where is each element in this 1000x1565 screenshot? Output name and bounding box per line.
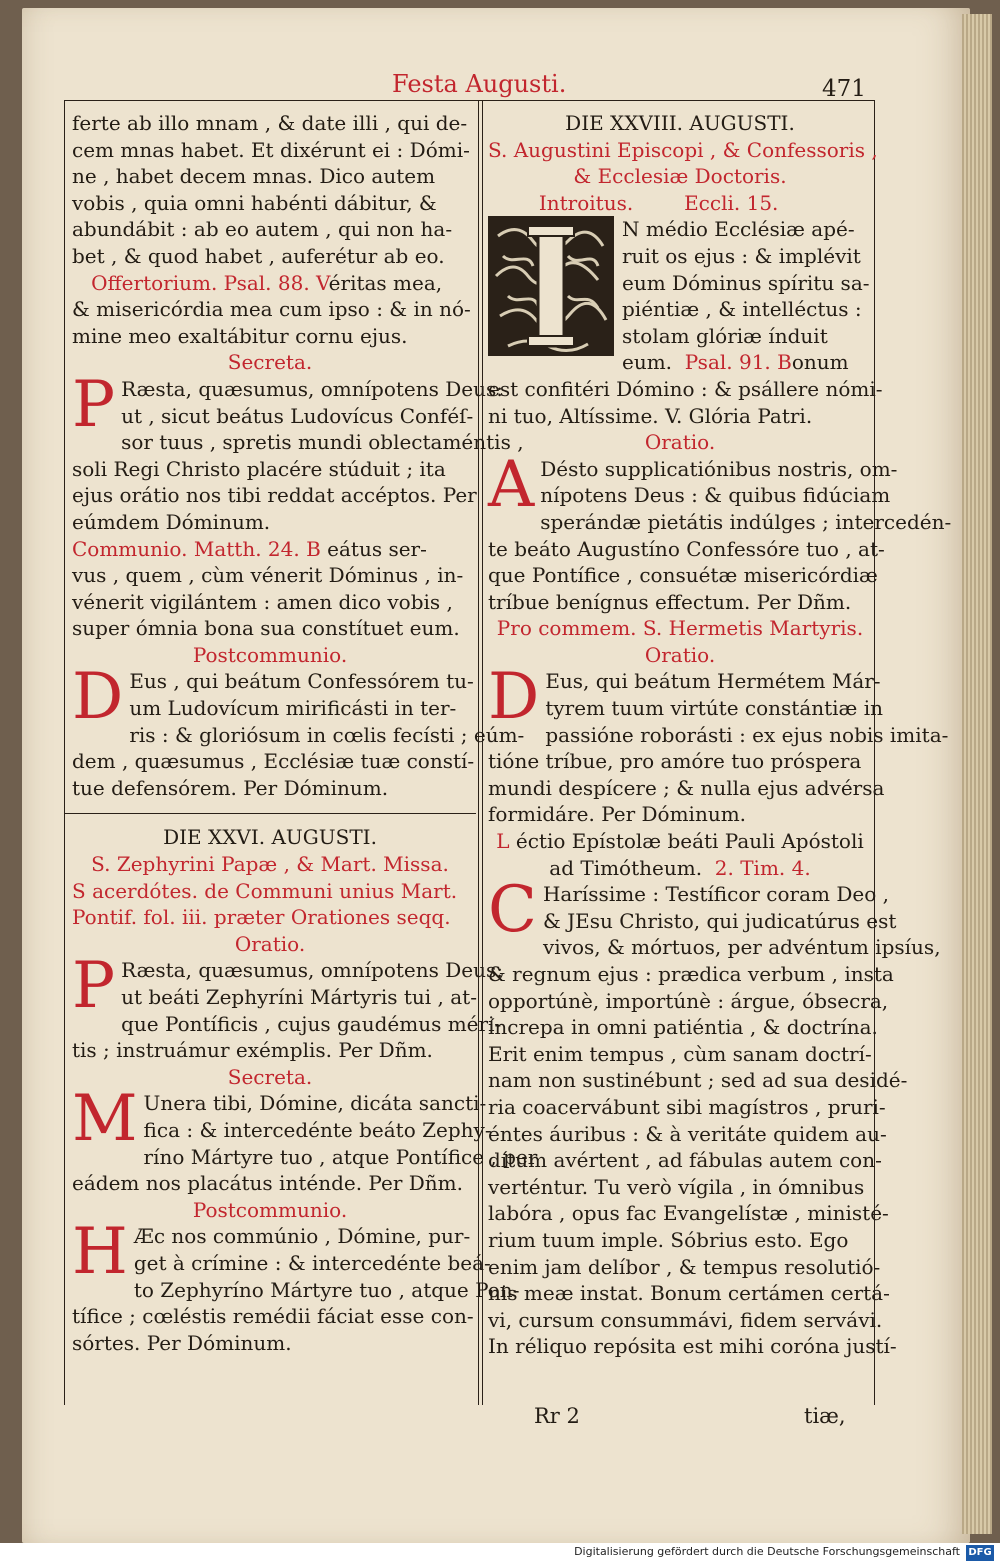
text-line: dítum avértent , ad fábulas autem con-	[488, 1148, 882, 1173]
secreta2-paragraph	[72, 1082, 538, 1196]
offertory-text: éritas mea,	[328, 270, 443, 295]
section-heading: Oratio.	[234, 931, 306, 956]
text-line: formidáre. Per Dóminum.	[488, 802, 747, 827]
text-line: que Pontíficis , cujus gaudémus méri-	[121, 1011, 502, 1036]
communio-line	[72, 536, 468, 563]
saint-title: S. Zephyrini Papæ , & Mart. Missa.	[91, 852, 449, 877]
text-line: piéntiæ , & intelléctus :	[622, 297, 862, 322]
foliage-ornament-icon	[488, 216, 614, 356]
introit-paragraph	[488, 216, 872, 376]
offertory-line	[72, 270, 468, 297]
rubric-line	[72, 878, 468, 905]
lectio-text-2: ad Timótheum.	[549, 855, 703, 880]
text-line: nam non sustinébunt ; sed ad sua desidé-	[488, 1068, 908, 1093]
text-line: ferte ab illo mnam , & date illi , qui de-	[72, 111, 468, 135]
text-line: ejus orátio nos tibi reddat accéptos. Per	[72, 483, 477, 508]
drop-cap: P	[72, 949, 116, 1024]
left-column-rule	[64, 100, 65, 1405]
lectio-initial: L	[496, 829, 510, 854]
text-line: tríbue benígnus effectum. Per Dñm.	[488, 589, 852, 614]
drop-cap: D	[488, 660, 540, 735]
text-line: sperándæ pietátis indúlges ; intercedén-	[540, 509, 952, 534]
psalm-text: onum	[791, 350, 849, 375]
text-line: Eus, qui beátum Hermétem Már-	[545, 669, 881, 694]
drop-cap: A	[488, 447, 535, 522]
text-line: ria coacervábunt sibi magístros , pruri-	[488, 1094, 886, 1119]
communio-text: eátus ser-	[327, 536, 427, 561]
digitization-footer	[0, 1543, 1000, 1565]
section-heading: Secreta.	[227, 350, 313, 375]
text-line: Haríssime : Testíficor coram Deo ,	[542, 882, 889, 907]
oratio-paragraph	[72, 949, 504, 1063]
text-line: eádem nos placátus inténde. Per Dñm.	[72, 1171, 463, 1196]
lectio-heading	[488, 828, 872, 855]
text-line: tífice ; cœléstis remédii fáciat esse con-	[72, 1304, 474, 1329]
page-number: 471	[822, 76, 866, 102]
text-line: Ræsta, quæsumus, omnípotens Deus:	[121, 958, 504, 983]
communio-label: Communio. Matth. 24. B	[72, 536, 321, 561]
text-line: to Zephyríno Mártyre tuo , atque Pon-	[133, 1277, 520, 1302]
signature-mark: Rr 2	[534, 1404, 580, 1428]
ornamental-initial-i-icon	[488, 216, 614, 356]
lectio-ref: 2. Tim. 4.	[714, 855, 811, 880]
text-line: passióne roborásti : ex ejus nobis imita-	[545, 722, 949, 747]
text-line: íncrepa in omni patiéntia , & doctrína.	[488, 1015, 878, 1040]
lectio-heading-cont	[488, 855, 872, 882]
rubric-line: Pontif. fol. iii. præter Orationes seqq.	[72, 905, 451, 930]
drop-cap: H	[72, 1215, 128, 1290]
commemoration-heading: Pro commem. S. Hermetis Martyris.	[496, 616, 864, 641]
text-line: sor tuus , spretis mundi oblectaméntis ,	[121, 430, 524, 455]
rubric-initial: S	[72, 878, 86, 903]
text-line: que Pontífice , consuétæ misericórdiæ	[488, 563, 878, 588]
text-line: mine meo exaltábitur cornu ejus.	[72, 323, 408, 348]
text-line: te beáto Augustíno Confessóre tuo , at-	[488, 536, 885, 561]
text-line: Ræsta, quæsumus, omnípotens Deus:	[121, 376, 504, 401]
text-line: dem , quæsumus , Ecclésiæ tuæ constí-	[72, 749, 475, 774]
psalm-label: Psal. 91. B	[684, 350, 792, 375]
text-line: mundi despícere ; & nulla ejus advérsa	[488, 775, 885, 800]
section-heading: Oratio.	[644, 430, 716, 455]
section-heading: Postcommunio.	[192, 642, 348, 667]
saint-title: S. Augustini Episcopi , & Confessoris ,	[488, 137, 878, 162]
text-line: um Ludovícum mirificásti in ter-	[129, 696, 457, 721]
text-line: eúmdem Dóminum.	[72, 509, 271, 534]
introit-heading	[488, 190, 872, 217]
text-line: tyrem tuum virtúte constántiæ in	[545, 696, 883, 721]
introit-last: eum.	[622, 350, 673, 375]
section-divider	[64, 813, 476, 814]
text-line: nípotens Deus : & quibus fidúciam	[540, 483, 891, 508]
text-line: get à crímine : & intercedénte beá-	[133, 1250, 491, 1275]
gospel-ending	[72, 110, 468, 270]
text-line: vus , quem , cùm vénerit Dóminus , in-	[72, 563, 464, 588]
text-line: ne , habet decem mnas. Dico autem	[72, 164, 436, 189]
text-line: eum Dóminus spíritu sa-	[622, 270, 870, 295]
text-line: vi, cursum consummávi, fidem servávi.	[488, 1307, 883, 1332]
text-line: ris : & gloriósum in cœlis fecísti ; eúm-	[129, 722, 525, 747]
lectio-text: éctio Epístolæ beáti Pauli Apóstoli	[515, 829, 864, 854]
oratio-paragraph	[488, 447, 952, 616]
text-line: sórtes. Per Dóminum.	[72, 1330, 292, 1355]
oratio2-paragraph	[488, 660, 949, 828]
text-line: tue defensórem. Per Dóminum.	[72, 775, 389, 800]
text-line: ut beáti Zephyríni Mártyris tui , at-	[121, 985, 477, 1009]
text-line: bet , & quod habet , auferétur ab eo.	[72, 243, 445, 268]
text-line: & JEsu Christo, qui judicatúrus est	[542, 908, 897, 933]
center-column-rule-2	[482, 100, 483, 1405]
text-line: N médio Ecclésiæ apé-	[622, 217, 855, 242]
text-line: ni tuo, Altíssime. V. Glória Patri.	[488, 403, 813, 428]
day-title: DIE XXVIII. AUGUSTI.	[565, 111, 795, 135]
text-line: vivos, & mórtuos, per advéntum ipsíus,	[542, 935, 941, 960]
postcommunio-paragraph	[72, 660, 525, 801]
day-title: DIE XXVI. AUGUSTI.	[163, 825, 377, 850]
text-line: ríno Mártyre tuo , atque Pontífice , per	[143, 1144, 538, 1169]
text-line: enim jam delíbor , & tempus resolutió-	[488, 1254, 881, 1279]
text-line: ruit os ejus : & implévit	[622, 243, 861, 268]
text-line: & misericórdia mea cum ipso : & in nó-	[72, 297, 471, 322]
text-line: nis meæ instat. Bonum certámen certá-	[488, 1281, 890, 1306]
text-line: vobis , quia omni habénti dábitur, &	[72, 190, 437, 215]
text-line: ut , sicut beátus Ludovícus Conféſ-	[121, 403, 474, 428]
text-line: cem mnas habet. Et dixérunt ei : Dómi-	[72, 137, 470, 162]
saint-title-cont: & Ecclesiæ Doctoris.	[573, 164, 787, 189]
right-column	[488, 110, 952, 1360]
section-heading: Secreta.	[227, 1064, 313, 1089]
text-line: soli Regi Christo placére stúduit ; ita	[72, 456, 446, 481]
text-line: tis ; instruámur exémplis. Per Dñm.	[72, 1038, 433, 1063]
drop-cap: D	[72, 660, 124, 735]
left-column	[72, 110, 538, 1356]
text-line: labóra , opus fac Evangelístæ , ministé-	[488, 1201, 889, 1226]
postcommunio2-paragraph	[72, 1215, 520, 1356]
text-line: stolam glóriæ índuit	[622, 323, 828, 348]
text-line: rium tuum imple. Sóbrius esto. Ego	[488, 1227, 849, 1252]
dfg-logo-icon: DFG	[966, 1545, 994, 1561]
text-line: est confitéri Dómino : & psállere nómi-	[488, 376, 883, 401]
text-line: Désto supplicatiónibus nostris, om-	[540, 456, 898, 481]
section-heading: Oratio.	[644, 642, 716, 667]
running-title: Festa Augusti.	[392, 70, 567, 98]
text-line: tióne tríbue, pro amóre tuo próspera	[488, 749, 862, 774]
text-line: vénerit vigilántem : amen dico vobis ,	[72, 589, 453, 614]
catchword: tiæ,	[804, 1404, 846, 1428]
drop-cap: P	[72, 367, 116, 442]
text-line: super ómnia bona sua constítuet eum.	[72, 616, 460, 641]
page-edges	[962, 14, 992, 1534]
text-line: abundábit : ab eo autem , qui non ha-	[72, 217, 453, 242]
text-line: Unera tibi, Dómine, dicáta sancti-	[143, 1091, 487, 1116]
offertory-label: Offertorium. Psal. 88. V	[91, 270, 329, 295]
epistle-paragraph	[488, 873, 941, 1360]
text-line: verténtur. Tu verò vígila , in ómnibus	[488, 1174, 865, 1199]
text-line: fica : & intercedénte beáto Zephy-	[143, 1117, 492, 1142]
drop-cap: M	[72, 1082, 138, 1157]
introit-ref: Eccli. 15.	[684, 190, 779, 215]
text-line: Erit enim tempus , cùm sanam doctrí-	[488, 1041, 872, 1066]
text-line: In réliquo repósita est mihi coróna justí-	[488, 1334, 897, 1359]
text-line: & regnum ejus : prædica verbum , insta	[488, 962, 894, 986]
text-line: éntes áuribus : & à veritáte quidem au-	[488, 1121, 887, 1146]
text-line: opportúnè, importúnè : árgue, óbsecra,	[488, 988, 889, 1013]
center-column-rule	[478, 100, 479, 1405]
section-heading: Postcommunio.	[192, 1197, 348, 1222]
text-line: Æc nos commúnio , Dómine, pur-	[133, 1224, 471, 1249]
digitization-credit: Digitalisierung gefördert durch die Deutsche Forschungsgemeinschaft	[574, 1545, 960, 1558]
rubric-text: acerdótes. de Communi unius Mart.	[92, 878, 458, 903]
secreta-paragraph	[72, 367, 524, 536]
drop-cap: C	[488, 873, 537, 948]
introit-label: Introitus.	[538, 190, 634, 215]
text-line: Eus , qui beátum Confessórem tu-	[129, 669, 474, 694]
